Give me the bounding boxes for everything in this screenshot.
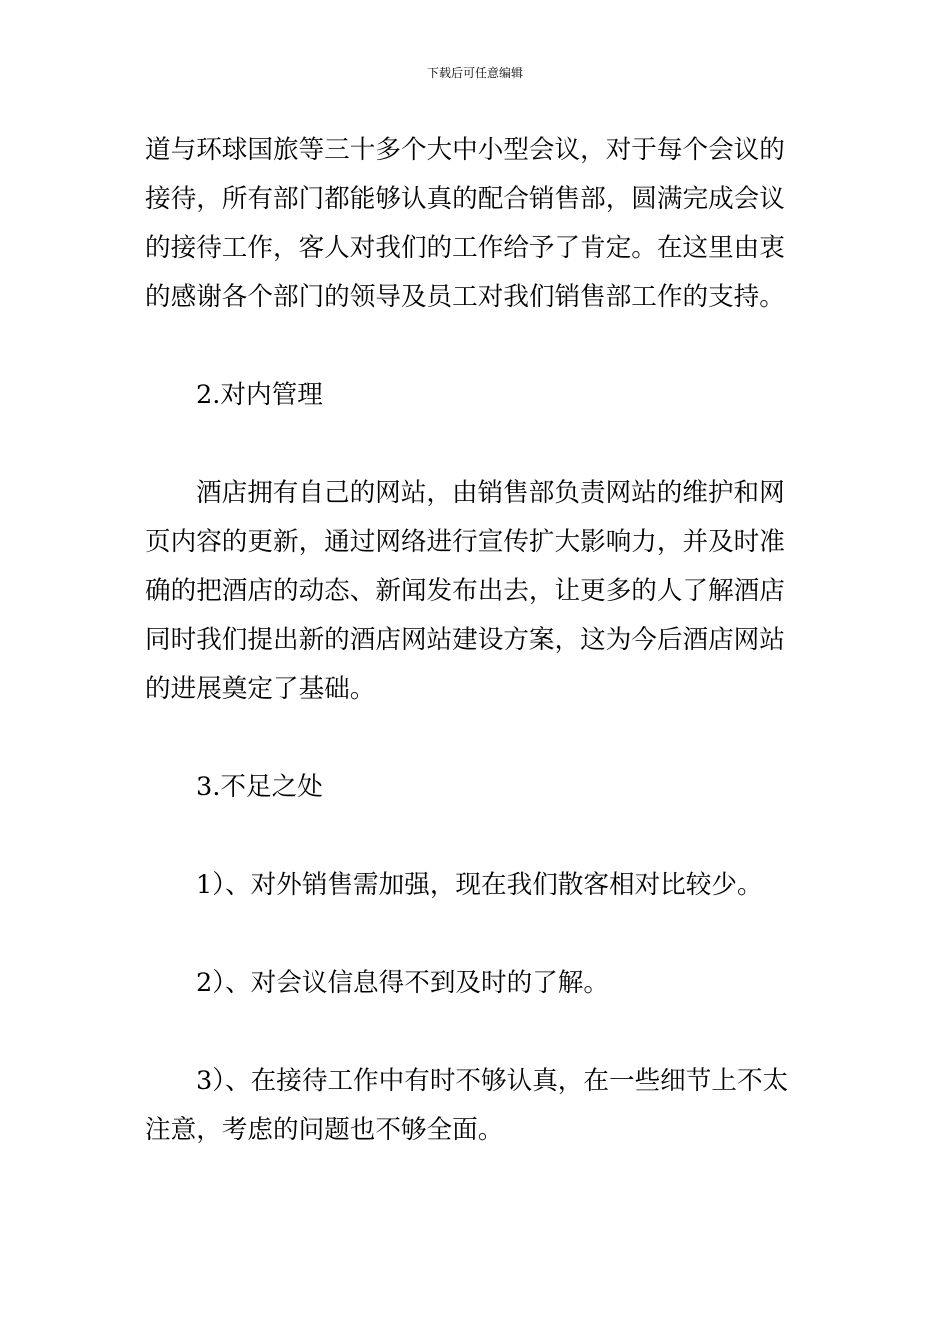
text-line: 注意，考虑的问题也不够全面。 [145, 1115, 504, 1145]
text-line: 3.不足之处 [196, 772, 323, 802]
section-heading-shortcomings [145, 763, 807, 812]
list-item-1 [145, 861, 807, 910]
text-line: 的进展奠定了基础。 [145, 674, 376, 704]
text-line: 道与环球国旅等三十多个大中小型会议，对于每个会议的 [145, 135, 785, 165]
list-item-3 [145, 1057, 807, 1155]
text-line: 的感谢各个部门的领导及员工对我们销售部工作的支持。 [145, 282, 785, 312]
text-line: 页内容的更新，通过网络进行宣传扩大影响力，并及时准 [145, 527, 785, 557]
text-line: 的接待工作，客人对我们的工作给予了肯定。在这里由衷 [145, 233, 785, 263]
paragraph-meetings [145, 126, 807, 322]
text-line: 确的把酒店的动态、新闻发布出去，让更多的人了解酒店 [145, 576, 785, 606]
page-header: 下载后可任意编辑 [426, 66, 523, 80]
text-line: 3）、在接待工作中有时不够认真，在一些细节上不太 [196, 1066, 789, 1096]
paragraph-website [145, 469, 807, 714]
text-line: 接待，所有部门都能够认真的配合销售部，圆满完成会议 [145, 184, 785, 214]
text-line: 同时我们提出新的酒店网站建设方案，这为今后酒店网站 [145, 625, 785, 655]
list-item-2 [145, 959, 807, 1008]
section-heading-internal-management [145, 371, 807, 420]
text-line: 酒店拥有自己的网站，由销售部负责网站的维护和网 [196, 478, 785, 508]
text-line: 2.对内管理 [196, 380, 323, 410]
text-line: 2）、对会议信息得不到及时的了解。 [196, 968, 609, 998]
text-line: 1）、对外销售需加强，现在我们散客相对比较少。 [196, 870, 763, 900]
document-body [145, 126, 807, 1155]
